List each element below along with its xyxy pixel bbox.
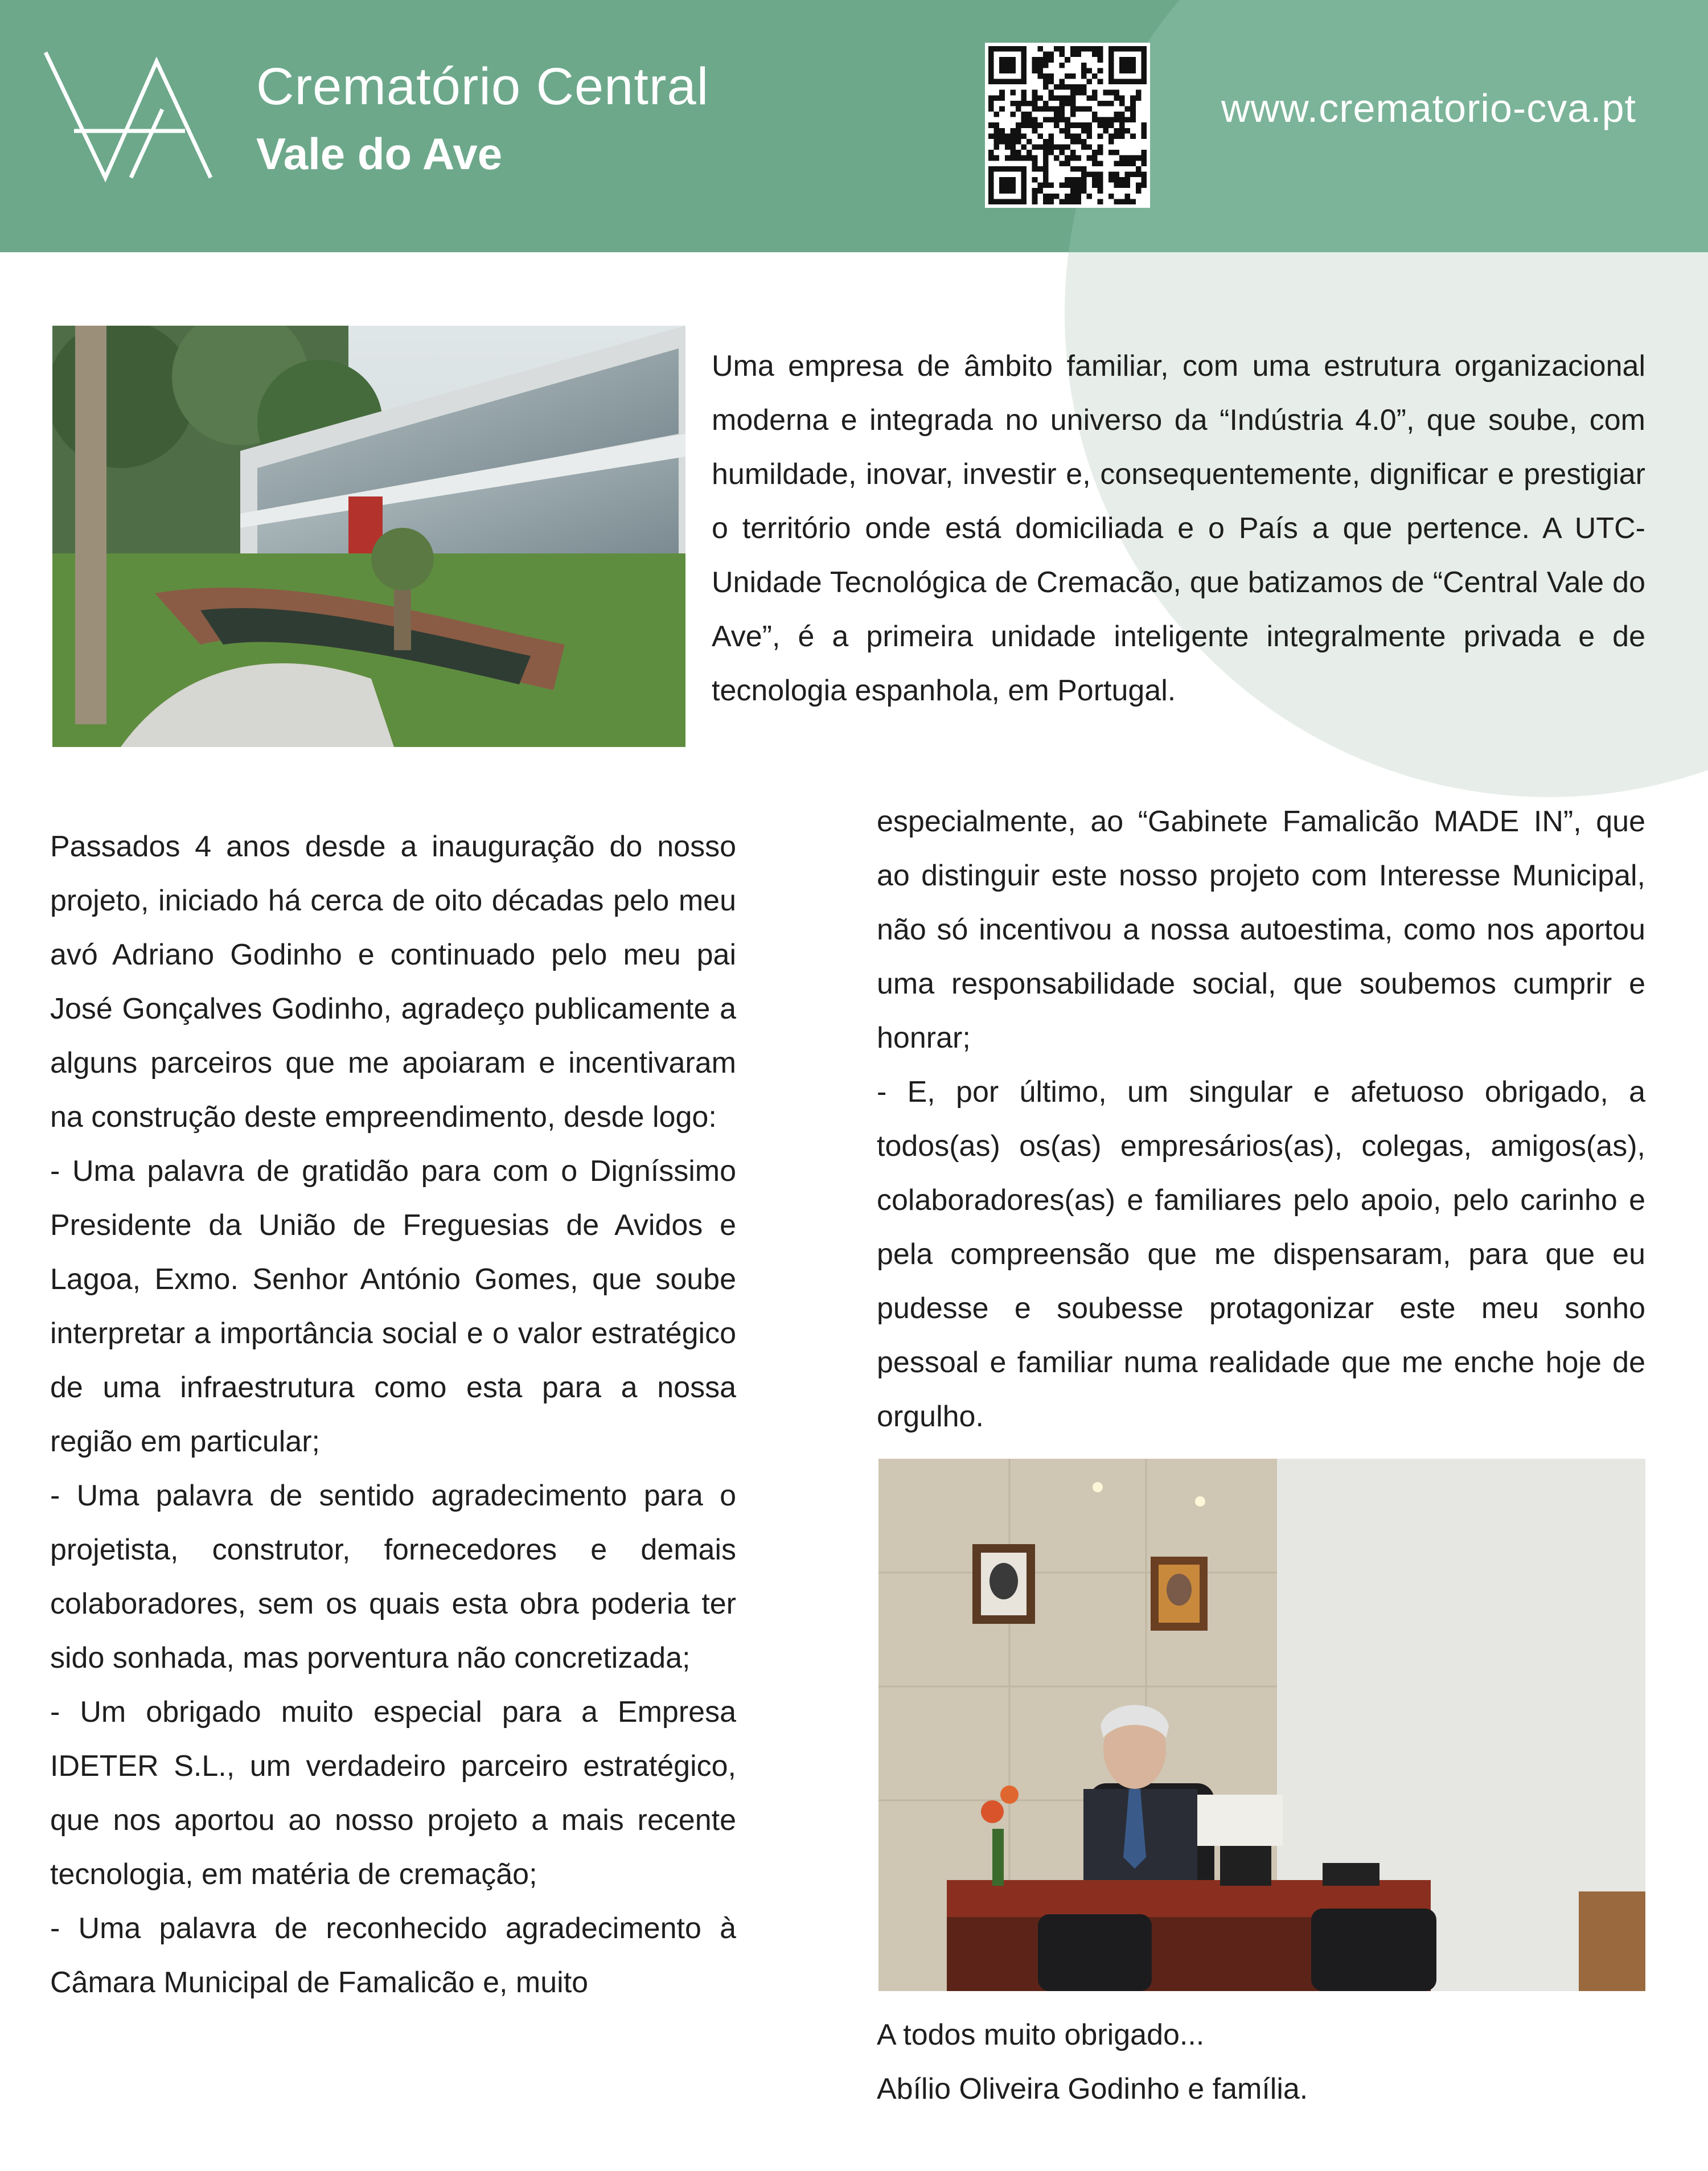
closing-signature	[877, 2008, 1645, 2116]
body-paragraph: - Um obrigado muito especial para a Empresa IDETER S.L., um verdadeiro parceiro estratégico, que nos aportou ao nosso projeto a mais recente tecnologia, em matéria de cremação;	[50, 1696, 736, 1891]
va-monogram-logo-icon	[40, 46, 222, 188]
body-left-column	[50, 820, 736, 2010]
page-header	[0, 0, 1708, 252]
website-link[interactable]: www.crematorio-cva.pt	[1221, 86, 1636, 130]
crematorium-building-photo	[52, 326, 685, 747]
closing-thanks: A todos muito obrigado...	[877, 2018, 1205, 2051]
qr-code-icon[interactable]	[985, 43, 1150, 208]
intro-paragraph: Uma empresa de âmbito familiar, com uma estrutura organizacional moderna e integrada no universo da “Indústria 4.0”, que soube, com humildade, inovar, investir e, consequentemente, dignificar e prestigiar o território onde está domiciliada e o País a que pertence. A UTC-Unidade Tecnológica de Cremacão, que batizamos de “Central Vale do Ave”, é a primeira unidade inteligente integralmente privada e de tecnologia espanhola, em Portugal.	[712, 350, 1645, 707]
closing-signature-name: Abílio Oliveira Godinho e família.	[877, 2072, 1308, 2106]
office-portrait-photo	[878, 1459, 1645, 1991]
body-paragraph: - Uma palavra de reconhecido agradecimento à Câmara Municipal de Famalicão e, muito	[50, 1912, 736, 1999]
body-right-column	[877, 795, 1645, 1444]
intro-text	[712, 339, 1645, 718]
body-paragraph: - Uma palavra de gratidão para com o Digníssimo Presidente da União de Freguesias de Avidos e Lagoa, Exmo. Senhor António Gomes, que soube interpretar a importância social e o valor estratégico de uma infraestrutura como esta para a nossa região em particular;	[50, 1155, 736, 1458]
brand-name-line2: Vale do Ave	[256, 129, 503, 179]
body-paragraph: - Uma palavra de sentido agradecimento para o projetista, construtor, fornecedores e demais colaboradores, sem os quais esta obra poderia ter sido sonhada, mas porventura não concretizada;	[50, 1479, 736, 1675]
body-paragraph: Passados 4 anos desde a inauguração do nosso projeto, iniciado há cerca de oito décadas pelo meu avó Adriano Godinho e continuado pelo meu pai José Gonçalves Godinho, agradeço publicamente a alguns parceiros que me apoiaram e incentivaram na construção deste empreendimento, desde logo:	[50, 830, 736, 1134]
body-paragraph: - E, por último, um singular e afetuoso obrigado, a todos(as) os(as) empresários(as), colegas, amigos(as), colaboradores(as) e familiares pelo apoio, pelo carinho e pela compreensão que me dispensaram, para que eu pudesse e soubesse protagonizar este meu sonho pessoal e familiar numa realidade que me enche hoje de orgulho.	[877, 1076, 1645, 1433]
brand-name-line1: Crematório Central	[256, 58, 709, 116]
body-paragraph: especialmente, ao “Gabinete Famalicão MADE IN”, que ao distinguir este nosso projeto com Interesse Municipal, não só incentivou a nossa autoestima, como nos aportou uma responsabilidade social, que soubemos cumprir e honrar;	[877, 805, 1645, 1054]
